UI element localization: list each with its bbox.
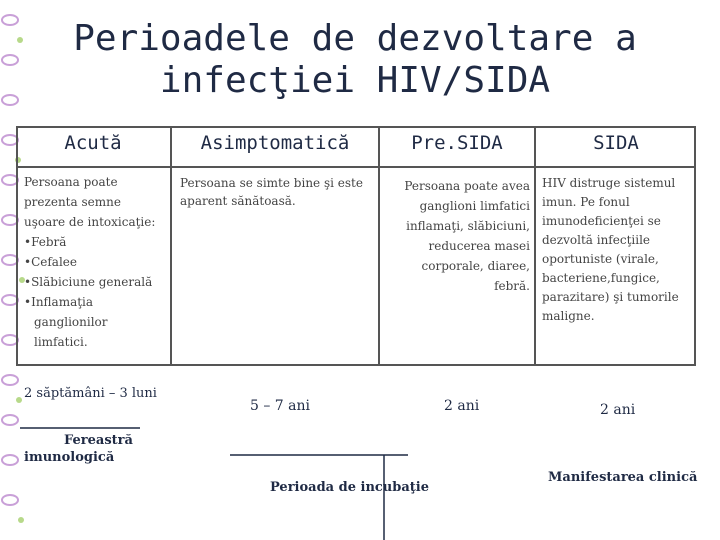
title-line-2: infecţiei HIV/SIDA [159,60,551,101]
text-line: febră. [494,279,530,293]
text-line: parazitare) şi tumorile [542,290,679,304]
text-line: ganglionilor [34,315,108,329]
incubation-period-label: Perioada de incubaţie [270,480,429,495]
clinical-manifestation-label: Manifestarea clinică [548,470,698,485]
duration-presida: 2 ani [444,398,480,414]
text-line: corporale, diaree, [421,259,530,273]
text-line: HIV distruge sistemul [542,176,676,190]
text-line: Persoana se simte bine şi este [180,176,363,190]
text-line: inflamaţi, slăbiciuni, [406,219,530,233]
text-line: dezvoltă infecţiile [542,233,651,247]
text-line: ganglioni limfatici [419,199,530,213]
duration-sida: 2 ani [600,402,636,418]
duration-asimptomatica: 5 – 7 ani [250,398,311,414]
text-line: maligne. [542,309,595,323]
text-line: prezenta semne [24,195,121,209]
text-line: Persoana poate avea [404,179,530,193]
immunological-window-label [24,432,144,466]
text-line: Persoana poate [24,175,118,189]
column-header-acuta: Acută [64,132,122,154]
title-line-1: Perioadele de dezvoltare a [73,18,637,59]
window-line-1: Fereastră [64,433,133,448]
text-line: reducerea masei [428,239,530,253]
text-line: imunodeficienţei se [542,214,661,228]
text-line: •Febră [24,235,67,249]
text-line: aparent sănătoasă. [180,194,296,208]
window-line-2: imunologică [24,450,115,465]
text-line: bacteriene,fungice, [542,271,660,285]
text-line: imun. Pe fonul [542,195,630,209]
text-line: oportuniste (virale, [542,252,659,266]
text-line: •Slăbiciune generală [24,275,153,289]
text-line: •Cefalee [24,255,77,269]
text-line: uşoare de intoxicaţie: [24,215,156,229]
duration-acuta: 2 săptămâni – 3 luni [24,386,157,401]
column-header-sida: SIDA [593,132,639,154]
column-header-presida: Pre.SIDA [411,132,503,154]
column-header-asimptomatica: Asimptomatică [200,132,350,154]
text-line: •Inflamaţia [24,295,94,309]
text-line: limfatici. [34,335,88,349]
